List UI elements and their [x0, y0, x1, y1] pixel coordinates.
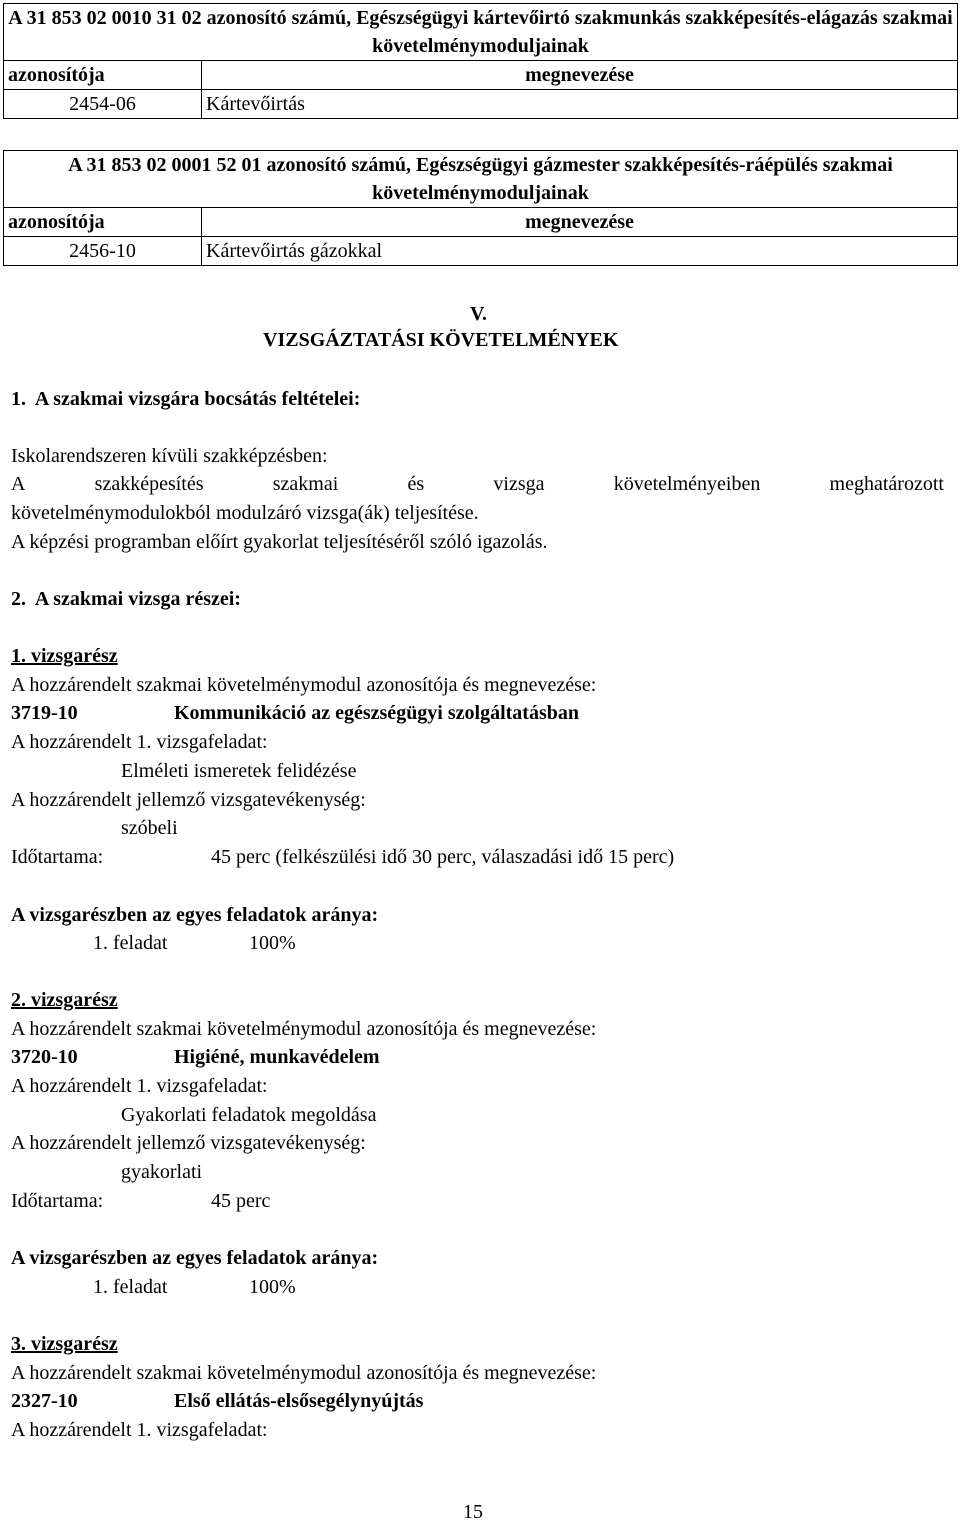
word: szakmai: [272, 473, 339, 495]
exam-part-title: 2. vizsgarész: [11, 989, 118, 1011]
column-header-id: azonosítója: [4, 208, 202, 237]
ratio-label: A vizsgarészben az egyes feladatok aránya:: [11, 1247, 379, 1269]
activity-label: A hozzárendelt jellemző vizsgatevékenység:: [11, 1132, 366, 1154]
ratio-value: 100%: [249, 932, 296, 954]
word: szakképesítés: [94, 473, 204, 495]
word: meghatározott: [829, 473, 944, 495]
task-label: A hozzárendelt 1. vizsgafeladat:: [11, 1419, 268, 1441]
duration-label: Időtartama:: [11, 846, 104, 868]
task-label: A hozzárendelt 1. vizsgafeladat:: [11, 1075, 268, 1097]
paragraph-line: Iskolarendszeren kívüli szakképzésben:: [11, 445, 328, 467]
module-name: Első ellátás-elsősegélynyújtás: [174, 1390, 424, 1412]
justified-paragraph-line: [11, 471, 944, 497]
page-number: 15: [463, 1501, 483, 1523]
section-heading-1: 1. A szakmai vizsgára bocsátás feltételei:: [11, 388, 361, 410]
section-heading-2: 2. A szakmai vizsga részei:: [11, 588, 241, 610]
module-name-cell: Kártevőirtás gázokkal: [202, 237, 958, 266]
word: követelményeiben: [613, 473, 761, 495]
chapter-title: VIZSGÁZTATÁSI KÖVETELMÉNYEK: [263, 329, 619, 351]
module-table-2: [3, 150, 958, 266]
task-name: Elméleti ismeretek felidézése: [121, 760, 357, 782]
ratio-value: 100%: [249, 1276, 296, 1298]
column-header-name: megnevezése: [202, 61, 958, 90]
exam-part-title: 3. vizsgarész: [11, 1333, 118, 1355]
module-id: 3720-10: [11, 1046, 78, 1068]
table-title: A 31 853 02 0001 52 01 azonosító számú, Egészségügyi gázmester szakképesítés-ráépülés szakmai követelménymoduljainak: [4, 151, 958, 208]
duration-label: Időtartama:: [11, 1190, 104, 1212]
ratio-task: 1. feladat: [93, 932, 168, 954]
activity-value: szóbeli: [121, 817, 178, 839]
word: vizsga: [493, 473, 545, 495]
duration-value: 45 perc (felkészülési idő 30 perc, válaszadási idő 15 perc): [211, 846, 675, 868]
exam-part-title: 1. vizsgarész: [11, 645, 118, 667]
module-table-1: [3, 3, 958, 119]
column-header-id: azonosítója: [4, 61, 202, 90]
assigned-module-label: A hozzárendelt szakmai követelménymodul azonosítója és megnevezése:: [11, 1362, 597, 1384]
activity-value: gyakorlati: [121, 1161, 203, 1183]
module-name: Higiéné, munkavédelem: [174, 1046, 380, 1068]
table-title: A 31 853 02 0010 31 02 azonosító számú, Egészségügyi kártevőirtó szakmunkás szakképesítés-elágazás szakmai követelménymoduljainak: [4, 4, 958, 61]
word: A: [11, 473, 26, 495]
module-id-cell: 2454-06: [4, 90, 202, 119]
task-name: Gyakorlati feladatok megoldása: [121, 1104, 377, 1126]
ratio-label: A vizsgarészben az egyes feladatok aránya:: [11, 904, 379, 926]
ratio-task: 1. feladat: [93, 1276, 168, 1298]
column-header-name: megnevezése: [202, 208, 958, 237]
module-name: Kommunikáció az egészségügyi szolgáltatásban: [174, 702, 579, 724]
assigned-module-label: A hozzárendelt szakmai követelménymodul azonosítója és megnevezése:: [11, 674, 597, 696]
task-label: A hozzárendelt 1. vizsgafeladat:: [11, 731, 268, 753]
word: és: [407, 473, 425, 495]
paragraph-line: követelménymodulokból modulzáró vizsga(ák) teljesítése.: [11, 502, 479, 524]
paragraph-line: A képzési programban előírt gyakorlat teljesítéséről szóló igazolás.: [11, 531, 548, 553]
module-id: 2327-10: [11, 1390, 78, 1412]
chapter-number: V.: [470, 303, 487, 325]
duration-value: 45 perc: [211, 1190, 271, 1212]
assigned-module-label: A hozzárendelt szakmai követelménymodul azonosítója és megnevezése:: [11, 1018, 597, 1040]
activity-label: A hozzárendelt jellemző vizsgatevékenység:: [11, 789, 366, 811]
module-name-cell: Kártevőirtás: [202, 90, 958, 119]
module-id: 3719-10: [11, 702, 78, 724]
module-id-cell: 2456-10: [4, 237, 202, 266]
